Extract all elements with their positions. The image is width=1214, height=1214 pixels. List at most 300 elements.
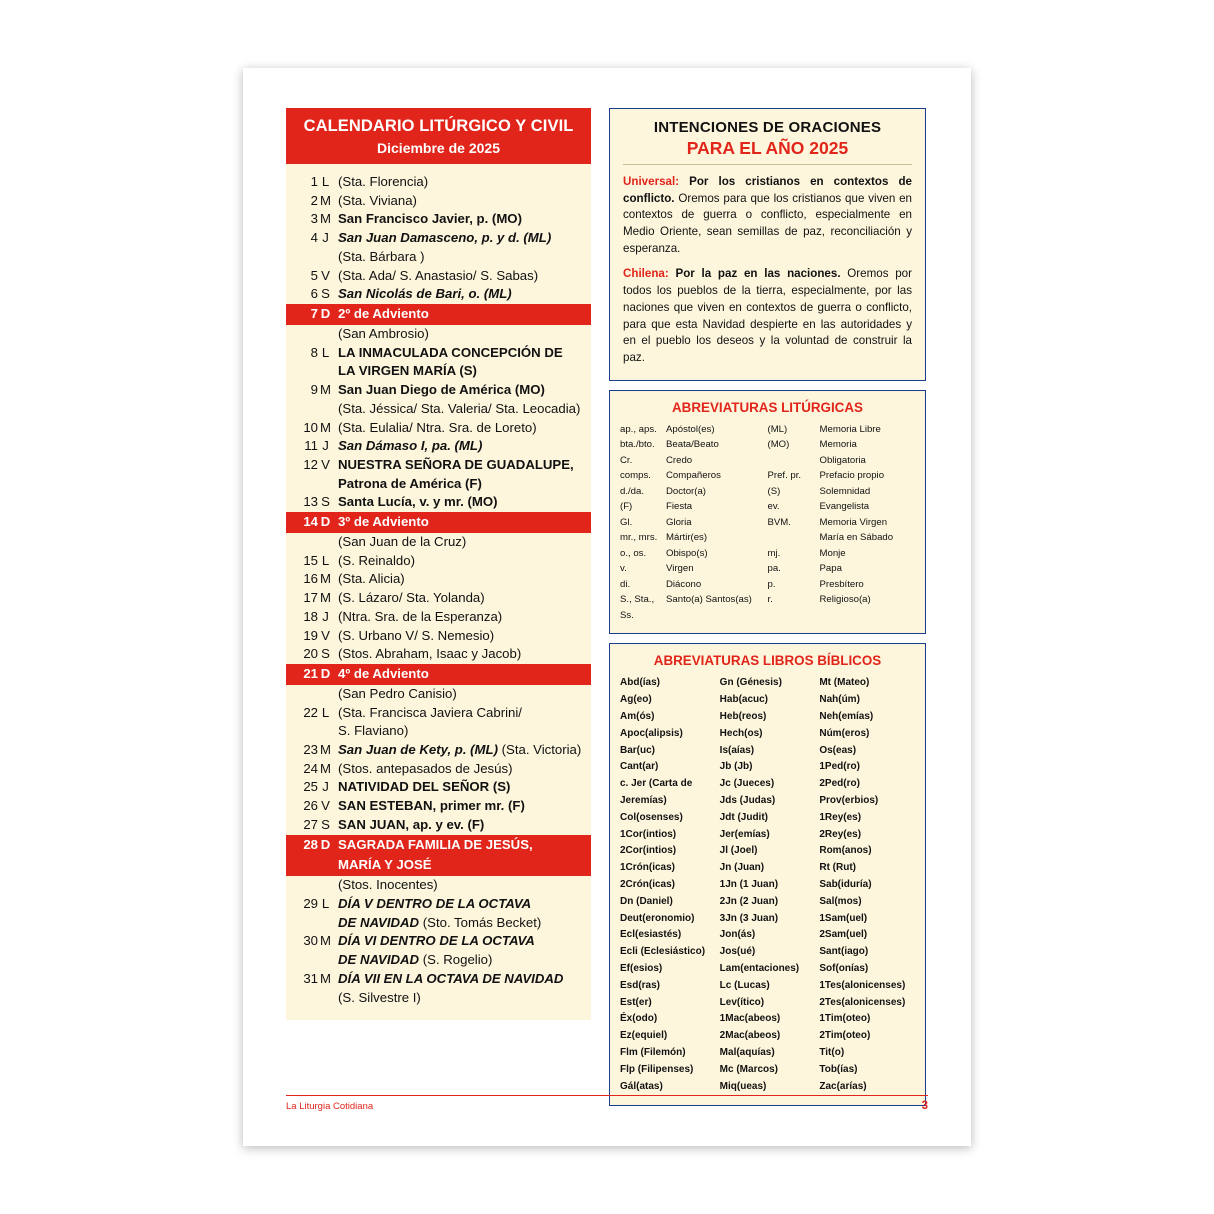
calendar-column xyxy=(286,108,591,1020)
abbreviation-meaning: Prefacio propio xyxy=(819,470,885,482)
bible-abbreviation-item: Jc (Jueces) xyxy=(719,778,775,790)
bible-abbreviation-item: Flp (Filipenses) xyxy=(620,1063,694,1075)
calendar-entry-text: (Ntra. Sra. de la Esperanza) xyxy=(338,608,503,624)
calendar-row xyxy=(286,344,591,363)
calendar-weekday-letter: D xyxy=(320,514,331,530)
calendar-row xyxy=(286,685,591,704)
calendar-entry-text: (S. Urbano V/ S. Nemesio) xyxy=(338,627,495,643)
bible-abbreviation-item: Lam(entaciones) xyxy=(719,963,800,975)
calendar-row xyxy=(286,437,591,456)
bible-abbreviation-item: Jds (Judas) xyxy=(719,795,776,807)
abbreviation-key: ev. xyxy=(767,501,780,513)
abbreviation-key: mj. xyxy=(767,547,781,559)
liturgical-abbreviation-item xyxy=(620,530,768,546)
bible-abbreviation-item: 2Ped(ro) xyxy=(819,778,860,790)
calendar-row xyxy=(286,267,591,286)
abbreviation-key: o., os. xyxy=(620,547,647,559)
abbreviation-key: BVM. xyxy=(767,516,791,528)
liturgical-abbreviation-item xyxy=(620,499,768,515)
calendar-day-number: 31 xyxy=(303,970,318,986)
bible-abbreviation-item: Ag(eo) xyxy=(620,694,652,706)
liturgical-abbreviation-item xyxy=(768,422,916,438)
calendar-weekday-letter: V xyxy=(321,456,330,472)
abbreviation-meaning: Evangelista xyxy=(819,501,870,513)
abbreviation-key: d./da. xyxy=(620,485,645,497)
abbreviation-meaning: Santo(a) Santos(as) xyxy=(666,594,752,606)
calendar-row xyxy=(286,741,591,760)
calendar-weekday-letter: J xyxy=(322,230,329,246)
calendar-entry-text: San Francisco Javier, p. (MO) xyxy=(338,211,522,227)
abbreviation-meaning: Obligatoria xyxy=(819,454,866,466)
footer-content xyxy=(286,1100,928,1112)
abbreviation-key: S., Sta., Ss. xyxy=(620,594,655,621)
calendar-row xyxy=(286,722,591,741)
calendar-day-number: 16 xyxy=(303,571,318,587)
calendar-row xyxy=(286,951,591,970)
bible-abbreviation-item: Est(er) xyxy=(620,996,652,1008)
calendar-row xyxy=(286,419,591,438)
bible-abbreviation-item: Flm (Filemón) xyxy=(620,1047,686,1058)
calendar-weekday-letter: J xyxy=(322,608,329,624)
bible-abbreviation-item: 2Crón(icas) xyxy=(620,879,676,891)
liturgical-abbreviation-item xyxy=(620,561,768,577)
liturgical-abbreviation-item xyxy=(620,546,768,562)
calendar-day-number: 24 xyxy=(303,760,318,776)
calendar-weekday-letter: M xyxy=(320,192,331,208)
calendar-day-number: 2 xyxy=(310,192,318,208)
bible-abbreviation-item: Lc (Lucas) xyxy=(719,979,770,991)
liturgical-abbreviation-item xyxy=(620,577,768,593)
intention-chilena xyxy=(623,266,912,366)
bible-abbreviation-item: 1Ped(ro) xyxy=(819,761,860,773)
calendar-row xyxy=(286,970,591,989)
calendar-entry-text: (S. Reinaldo) xyxy=(338,552,415,568)
bible-abbreviation-item: Cant(ar) xyxy=(620,761,659,773)
liturgical-abbreviation-item xyxy=(620,422,768,438)
liturgical-abbreviation-item xyxy=(620,484,768,500)
bible-abbreviation-item: Zac(arías) xyxy=(819,1080,867,1092)
calendar-weekday-letter: V xyxy=(321,627,330,643)
abbreviation-meaning: Memoria xyxy=(819,439,857,451)
calendar-entry-text: San Juan Damasceno, p. y d. (ML) xyxy=(338,230,552,246)
bible-abbreviation-item: Prov(erbios) xyxy=(819,795,879,807)
bible-abbreviation-item: 1Sam(uel) xyxy=(819,912,868,924)
bible-abbreviation-item: Rom(anos) xyxy=(819,845,872,857)
liturgical-abbreviations-grid xyxy=(620,422,915,624)
calendar-entry-text: (Sta. Jéssica/ Sta. Valeria/ Sta. Leocadia) xyxy=(338,400,581,416)
calendar-day-number: 27 xyxy=(303,816,318,832)
liturgical-abbreviation-item xyxy=(620,437,768,453)
footer-divider xyxy=(286,1095,928,1096)
calendar-row xyxy=(286,512,591,533)
bible-abbreviation-item: Ez(equiel) xyxy=(620,1030,668,1042)
calendar-weekday-letter: D xyxy=(320,666,331,682)
calendar-row xyxy=(286,400,591,419)
calendar-row xyxy=(286,797,591,816)
calendar-day-number: 29 xyxy=(303,895,318,911)
calendar-day-number: 14 xyxy=(303,514,318,530)
calendar-entry-text: DÍA V DENTRO DE LA OCTAVA xyxy=(338,895,532,911)
abbreviation-meaning: Memoria Virgen xyxy=(819,516,888,528)
bible-abbreviation-item: Ecli (Eclesiástico) xyxy=(620,946,706,958)
bible-abbreviation-item: Deut(eronomio) xyxy=(620,912,695,924)
calendar-entry-text: 4º de Adviento xyxy=(338,666,429,682)
bible-abbreviation-item: Col(osenses) xyxy=(620,811,683,823)
calendar-row xyxy=(286,285,591,304)
calendar-entry-text: S. Flaviano) xyxy=(338,723,409,739)
calendar-weekday-letter: M xyxy=(320,760,331,776)
calendar-day-number: 6 xyxy=(310,286,318,302)
intentions-title-line2: PARA EL AÑO 2025 xyxy=(623,138,912,165)
calendar-entry-text: San Juan Diego de América (MO) xyxy=(338,382,545,398)
page-content xyxy=(243,68,971,1146)
calendar-row xyxy=(286,855,591,876)
calendar-weekday-letter: M xyxy=(320,970,331,986)
calendar-weekday-letter: M xyxy=(320,933,331,949)
page-footer xyxy=(286,1095,928,1112)
bible-abbreviation-item: Jb (Jb) xyxy=(719,761,753,773)
calendar-weekday-letter: S xyxy=(321,646,330,662)
calendar-weekday-letter: J xyxy=(322,779,329,795)
calendar-row xyxy=(286,645,591,664)
calendar-row xyxy=(286,210,591,229)
bible-abbreviation-item: Núm(eros) xyxy=(819,727,870,739)
bible-abbreviation-item: Hab(acuc) xyxy=(719,694,769,706)
bible-abbreviation-item: 1Cor(intios) xyxy=(620,828,677,840)
bible-abbreviation-item: Gn (Génesis) xyxy=(719,677,782,689)
calendar-entry-text: MARÍA Y JOSÉ xyxy=(338,857,432,873)
calendar-row xyxy=(286,932,591,951)
calendar-row xyxy=(286,533,591,552)
calendar-entry-text: San Dámaso I, pa. (ML) xyxy=(338,438,483,454)
abbreviation-meaning: Mártir(es) xyxy=(666,532,708,544)
calendar-entry-text: San Juan de Kety, p. (ML) (Sta. Victoria) xyxy=(338,742,582,757)
bible-abbreviation-item: 2Sam(uel) xyxy=(819,929,868,941)
calendar-row xyxy=(286,989,591,1008)
calendar-entry-text: (Sta. Ada/ S. Anastasio/ S. Sabas) xyxy=(338,267,539,283)
liturgical-abbreviation-item xyxy=(768,530,916,546)
calendar-weekday-letter: V xyxy=(321,798,330,814)
abbreviation-meaning: Fiesta xyxy=(666,501,693,513)
bible-abbreviation-item: Rt (Rut) xyxy=(819,862,856,874)
bible-abbreviation-item: Sab(iduría) xyxy=(819,879,872,891)
intention-universal-label: Universal: xyxy=(623,175,680,188)
calendar-row xyxy=(286,816,591,835)
calendar-row xyxy=(286,325,591,344)
abbreviation-key: bta./bto. xyxy=(620,439,655,451)
bible-abbreviation-item: Ecl(esiastés) xyxy=(620,929,682,941)
bible-abbreviations-box xyxy=(609,643,926,1106)
bible-abbreviations-col-1 xyxy=(620,675,716,1095)
calendar-entry-text: (Stos. Abraham, Isaac y Jacob) xyxy=(338,646,522,662)
calendar-day-number: 20 xyxy=(303,646,318,662)
calendar-row xyxy=(286,552,591,571)
abbreviation-key: Gl. xyxy=(620,516,633,528)
bible-abbreviation-item: Lev(ítico) xyxy=(719,996,765,1008)
abbreviation-key: v. xyxy=(620,563,627,575)
calendar-day-number: 13 xyxy=(303,494,318,510)
abbreviation-meaning: Monje xyxy=(819,547,846,559)
calendar-entry-text: (Sta. Florencia) xyxy=(338,173,429,189)
calendar-weekday-letter: M xyxy=(320,211,331,227)
calendar-day-number: 15 xyxy=(303,552,318,568)
abbreviation-meaning: Solemnidad xyxy=(819,485,871,497)
bible-abbreviation-item: Sal(mos) xyxy=(819,895,862,907)
liturgical-abbreviation-item xyxy=(768,515,916,531)
calendar-entry-text: SAGRADA FAMILIA DE JESÚS, xyxy=(338,836,533,852)
calendar-entry-text: SAN JUAN, ap. y ev. (F) xyxy=(338,816,485,832)
bible-abbreviation-item: c. Jer (Carta de xyxy=(620,778,693,790)
calendar-day-number: 28 xyxy=(303,836,318,852)
abbreviation-meaning: Doctor(a) xyxy=(666,485,706,497)
calendar-entry-text: NUESTRA SEÑORA DE GUADALUPE, xyxy=(338,456,574,472)
calendar-header xyxy=(286,108,591,164)
liturgical-abbreviation-item xyxy=(768,577,916,593)
calendar-row xyxy=(286,760,591,779)
bible-abbreviation-item: Jer(emías) xyxy=(719,828,770,840)
bible-abbreviation-item: Heb(reos) xyxy=(719,711,767,723)
abbreviation-meaning: Credo xyxy=(666,454,693,466)
calendar-row xyxy=(286,704,591,723)
calendar-row xyxy=(286,895,591,914)
liturgical-abbreviation-item xyxy=(768,499,916,515)
bible-abbreviation-item: 2Cor(intios) xyxy=(620,845,677,857)
abbreviation-key: di. xyxy=(620,578,631,590)
calendar-entry-text: NATIVIDAD DEL SEÑOR (S) xyxy=(338,779,511,795)
bible-abbreviation-item: Apoc(alipsis) xyxy=(620,727,683,739)
calendar-weekday-letter: S xyxy=(321,494,330,510)
bible-abbreviation-item: 1Rey(es) xyxy=(819,811,862,823)
bible-abbreviation-item: 2Mac(abeos) xyxy=(719,1030,781,1042)
liturgical-abbreviation-item xyxy=(768,437,916,453)
calendar-entry-text: (San Juan de la Cruz) xyxy=(338,533,467,549)
bible-abbreviation-item: Tit(o) xyxy=(819,1047,845,1058)
calendar-row xyxy=(286,192,591,211)
calendar-day-number: 7 xyxy=(310,306,318,322)
abbreviation-meaning: Papa xyxy=(819,563,842,575)
bible-abbreviation-item: Jeremías) xyxy=(620,795,667,807)
calendar-entry-text: (Stos. Inocentes) xyxy=(338,877,438,893)
two-column-layout xyxy=(286,108,928,1106)
abbreviation-meaning: Compañeros xyxy=(666,470,721,482)
abbreviation-meaning: Gloria xyxy=(666,516,692,528)
calendar-day-number: 1 xyxy=(310,173,318,189)
abbreviation-key: (MO) xyxy=(767,439,790,451)
liturgical-abbreviations-title: ABREVIATURAS LITÚRGICAS xyxy=(672,399,863,415)
liturgical-abbreviation-item xyxy=(768,453,916,469)
calendar-day-number: 30 xyxy=(303,933,318,949)
intention-universal-bold: Por los cristianos en contextos de conflicto. xyxy=(623,175,912,205)
calendar-day-number: 9 xyxy=(310,382,318,398)
bible-abbreviation-item: Jos(ué) xyxy=(719,946,756,958)
abbreviation-meaning: Beata/Beato xyxy=(666,439,719,451)
liturgical-abbreviations-col-left xyxy=(620,422,768,624)
bible-abbreviation-item: Nah(úm) xyxy=(819,694,860,706)
calendar-weekday-letter: M xyxy=(320,419,331,435)
calendar-row xyxy=(286,362,591,381)
bible-abbreviation-item: Sant(iago) xyxy=(819,946,869,958)
calendar-day-number: 8 xyxy=(310,344,318,360)
calendar-subtitle: Diciembre de 2025 xyxy=(377,139,500,156)
calendar-weekday-letter: S xyxy=(321,816,330,832)
calendar-weekday-letter: M xyxy=(320,571,331,587)
calendar-weekday-letter: L xyxy=(321,895,330,911)
calendar-entry-text: Santa Lucía, v. y mr. (MO) xyxy=(338,494,498,510)
liturgical-abbreviation-item xyxy=(768,592,916,608)
bible-abbreviations-col-2 xyxy=(720,675,816,1095)
liturgical-abbreviations-box xyxy=(609,390,926,635)
bible-abbreviation-item: 2Rey(es) xyxy=(819,828,862,840)
calendar-day-number: 18 xyxy=(303,608,318,624)
calendar-weekday-letter: M xyxy=(320,590,331,606)
calendar-entry-text: (S. Lázaro/ Sta. Yolanda) xyxy=(338,590,485,606)
liturgical-abbreviation-item xyxy=(620,468,768,484)
calendar-row xyxy=(286,608,591,627)
calendar-day-number: 11 xyxy=(304,438,318,454)
calendar-weekday-letter: D xyxy=(320,306,331,322)
abbreviation-key: (S) xyxy=(767,485,781,497)
calendar-row xyxy=(286,381,591,400)
liturgical-abbreviation-item xyxy=(620,515,768,531)
calendar-day-number: 17 xyxy=(303,590,318,606)
calendar-day-number: 3 xyxy=(310,211,318,227)
bible-abbreviation-item: 1Tes(alonicenses) xyxy=(819,979,906,991)
calendar-row xyxy=(286,835,591,856)
bible-abbreviation-item: 1Jn (1 Juan) xyxy=(719,879,779,891)
bible-abbreviation-item: Éx(odo) xyxy=(620,1013,658,1025)
liturgical-abbreviations-col-right xyxy=(768,422,916,624)
calendar-day-number: 5 xyxy=(310,267,318,283)
intention-chilena-text: Oremos por todos los pueblos de la tierra, especialmente, por las naciones que viven en contextos de guerra o conflicto, para que esta Navidad despierte en las autoridades y en el pueblo los deseos y la voluntad de construir la paz. xyxy=(623,267,912,364)
sidebar-column xyxy=(609,108,926,1106)
liturgical-abbreviation-item xyxy=(768,484,916,500)
calendar-row xyxy=(286,876,591,895)
abbreviation-meaning: Memoria Libre xyxy=(819,423,881,435)
abbreviation-meaning: Presbítero xyxy=(819,578,864,590)
calendar-weekday-letter: M xyxy=(320,742,331,757)
calendar-row xyxy=(286,229,591,248)
calendar-row xyxy=(286,493,591,512)
intention-chilena-bold: Por la paz en las naciones. xyxy=(675,267,841,281)
bible-abbreviation-item: 2Tes(alonicenses) xyxy=(819,996,906,1008)
calendar-entry-text: 2º de Adviento xyxy=(338,306,429,322)
calendar-entry-text: SAN ESTEBAN, primer mr. (F) xyxy=(338,798,525,814)
bible-abbreviation-item: Mt (Mateo) xyxy=(819,677,870,689)
abbreviation-meaning: Virgen xyxy=(666,563,694,575)
calendar-row xyxy=(286,248,591,267)
abbreviation-key: r. xyxy=(767,594,773,606)
calendar-entry-text: DE NAVIDAD (S. Rogelio) xyxy=(338,952,493,968)
bible-abbreviations-grid xyxy=(620,675,915,1095)
calendar-day-number: 12 xyxy=(303,456,318,472)
abbreviation-meaning: Obispo(s) xyxy=(666,547,708,559)
calendar-weekday-letter: S xyxy=(321,286,330,302)
bible-abbreviations-title: ABREVIATURAS LIBROS BÍBLICOS xyxy=(653,653,882,669)
liturgical-abbreviation-item xyxy=(768,546,916,562)
calendar-title: CALENDARIO LITÚRGICO Y CIVIL xyxy=(303,117,574,135)
intentions-box xyxy=(609,108,926,381)
document-page xyxy=(243,68,971,1146)
calendar-day-number: 23 xyxy=(303,742,318,757)
abbreviation-key: Pref. pr. xyxy=(767,470,802,482)
calendar-entry-text: Patrona de América (F) xyxy=(338,475,482,491)
calendar-entry-text: (Sta. Bárbara ) xyxy=(338,248,425,264)
abbreviation-key: pa. xyxy=(767,563,781,575)
calendar-row xyxy=(286,475,591,494)
bible-abbreviation-item: 1Crón(icas) xyxy=(620,862,676,874)
calendar-entry-text: (Sta. Viviana) xyxy=(338,192,417,208)
bible-abbreviation-item: 1Mac(abeos) xyxy=(719,1013,781,1025)
bible-abbreviation-item: Gál(atas) xyxy=(620,1080,663,1092)
abbreviation-key: comps. xyxy=(620,470,651,482)
calendar-entry-text: (San Pedro Canisio) xyxy=(338,685,457,701)
calendar-entry-text: LA INMACULADA CONCEPCIÓN DE xyxy=(338,344,563,360)
bible-abbreviation-item: Esd(ras) xyxy=(620,979,661,991)
bible-abbreviation-item: Abd(ías) xyxy=(620,677,660,689)
abbreviation-key: Cr. xyxy=(620,454,633,466)
calendar-entry-text: San Nicolás de Bari, o. (ML) xyxy=(338,286,512,302)
calendar-entry-text: (San Ambrosio) xyxy=(338,325,429,341)
calendar-row xyxy=(286,589,591,608)
abbreviation-key: (F) xyxy=(620,501,633,513)
calendar-day-number: 22 xyxy=(303,704,318,720)
calendar-weekday-letter: L xyxy=(321,173,330,189)
bible-abbreviation-item: 1Tim(oteo) xyxy=(819,1013,871,1025)
bible-abbreviation-item: Am(ós) xyxy=(620,711,655,723)
bible-abbreviation-item: Miq(ueas) xyxy=(719,1080,767,1092)
calendar-day-number: 4 xyxy=(310,230,318,246)
calendar-entry-text: LA VIRGEN MARÍA (S) xyxy=(338,363,477,379)
calendar-weekday-letter: M xyxy=(320,382,331,398)
bible-abbreviation-item: Mal(aquías) xyxy=(719,1047,775,1058)
intention-universal xyxy=(623,174,912,257)
calendar-entry-text: 3º de Adviento xyxy=(338,514,429,530)
bible-abbreviation-item: Mc (Marcos) xyxy=(719,1063,779,1075)
calendar-weekday-letter: J xyxy=(322,438,329,454)
abbreviation-key xyxy=(768,530,820,546)
calendar-entry-text: (S. Silvestre I) xyxy=(338,989,421,1005)
bible-abbreviation-item: Dn (Daniel) xyxy=(620,895,673,907)
abbreviation-meaning: Religioso(a) xyxy=(819,594,871,606)
bible-abbreviation-item: Tob(ías) xyxy=(819,1063,858,1075)
intention-universal-text: Oremos para que los cristianos que viven en contextos de guerra o conflicto, especialmente en Medio Oriente, sean semillas de paz, reconciliación y esperanza. xyxy=(623,191,912,255)
abbreviation-key: p. xyxy=(767,578,776,590)
liturgical-abbreviation-item xyxy=(768,468,916,484)
calendar-day-number: 25 xyxy=(303,779,318,795)
calendar-row xyxy=(286,456,591,475)
bible-abbreviation-item: Jl (Joel) xyxy=(719,845,758,857)
calendar-weekday-letter: D xyxy=(320,836,331,852)
calendar-day-number: 10 xyxy=(303,419,318,435)
liturgical-abbreviation-item xyxy=(620,592,768,623)
bible-abbreviation-item: 2Jn (2 Juan) xyxy=(719,895,779,907)
bible-abbreviation-item: 3Jn (3 Juan) xyxy=(719,912,779,924)
calendar-entry-text: (Sta. Francisca Javiera Cabrini/ xyxy=(338,704,522,720)
liturgical-abbreviation-item xyxy=(768,561,916,577)
abbreviation-meaning: Apóstol(es) xyxy=(666,423,715,435)
bible-abbreviation-item: Is(aías) xyxy=(719,744,755,756)
abbreviation-key: ap., aps. xyxy=(620,423,657,435)
calendar-day-number: 19 xyxy=(303,627,318,643)
bible-abbreviation-item: 2Tim(oteo) xyxy=(819,1030,871,1042)
calendar-row xyxy=(286,570,591,589)
calendar-entry-text: DÍA VI DENTRO DE LA OCTAVA xyxy=(338,933,535,949)
bible-abbreviation-item: Bar(uc) xyxy=(620,744,656,756)
footer-publication-name: La Liturgia Cotidiana xyxy=(286,1101,374,1112)
calendar-rows xyxy=(286,164,591,1020)
abbreviation-key: (ML) xyxy=(767,423,788,435)
intentions-title-line1: INTENCIONES DE ORACIONES xyxy=(653,119,882,136)
